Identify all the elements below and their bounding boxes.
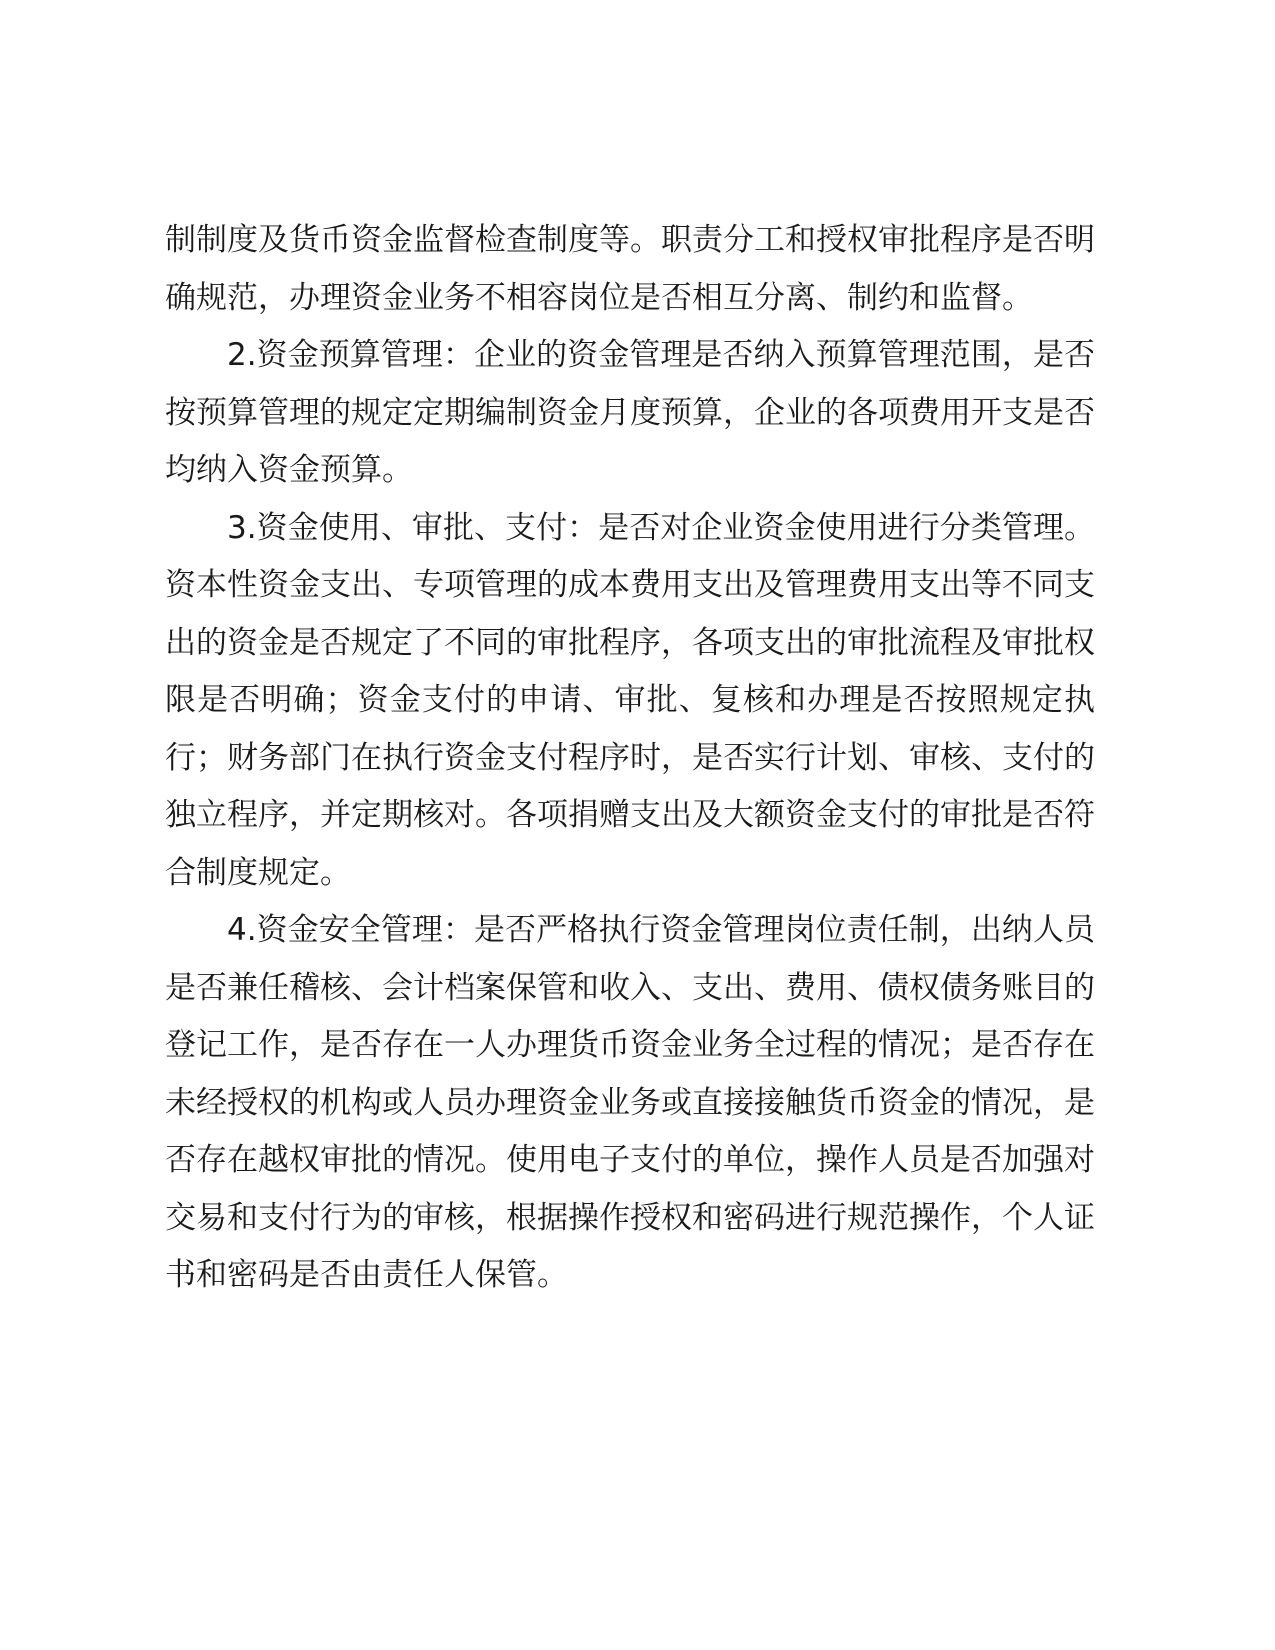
document-body	[165, 212, 1095, 1305]
paragraph-fund-use-approval-payment: 3.资金使用、审批、支付：是否对企业资金使用进行分类管理。资本性资金支出、专项管理的成本费用支出及管理费用支出等不同支出的资金是否规定了不同的审批程序，各项支出的审批流程及审批权限是否明确；资金支付的申请、审批、复核和办理是否按照规定执行；财务部门在执行资金支付程序时，是否实行计划、审核、支付的独立程序，并定期核对。各项捐赠支出及大额资金支付的审批是否符合制度规定。	[165, 509, 1095, 891]
paragraph-fund-security-management: 4.资金安全管理：是否严格执行资金管理岗位责任制，出纳人员是否兼任稽核、会计档案保管和收入、支出、费用、债权债务账目的登记工作，是否存在一人办理货币资金业务全过程的情况；是否存在未经授权的机构或人员办理资金业务或直接接触货币资金的情况，是否存在越权审批的情况。使用电子支付的单位，操作人员是否加强对交易和支付行为的审核，根据操作授权和密码进行规范操作，个人证书和密码是否由责任人保管。	[165, 912, 1095, 1293]
paragraph-budget-management: 2.资金预算管理：企业的资金管理是否纳入预算管理范围，是否按预算管理的规定定期编制资金月度预算，企业的各项费用开支是否均纳入资金预算。	[165, 337, 1095, 488]
paragraph-continued: 制制度及货币资金监督检查制度等。职责分工和授权审批程序是否明确规范，办理资金业务不相容岗位是否相互分离、制约和监督。	[165, 222, 1095, 316]
